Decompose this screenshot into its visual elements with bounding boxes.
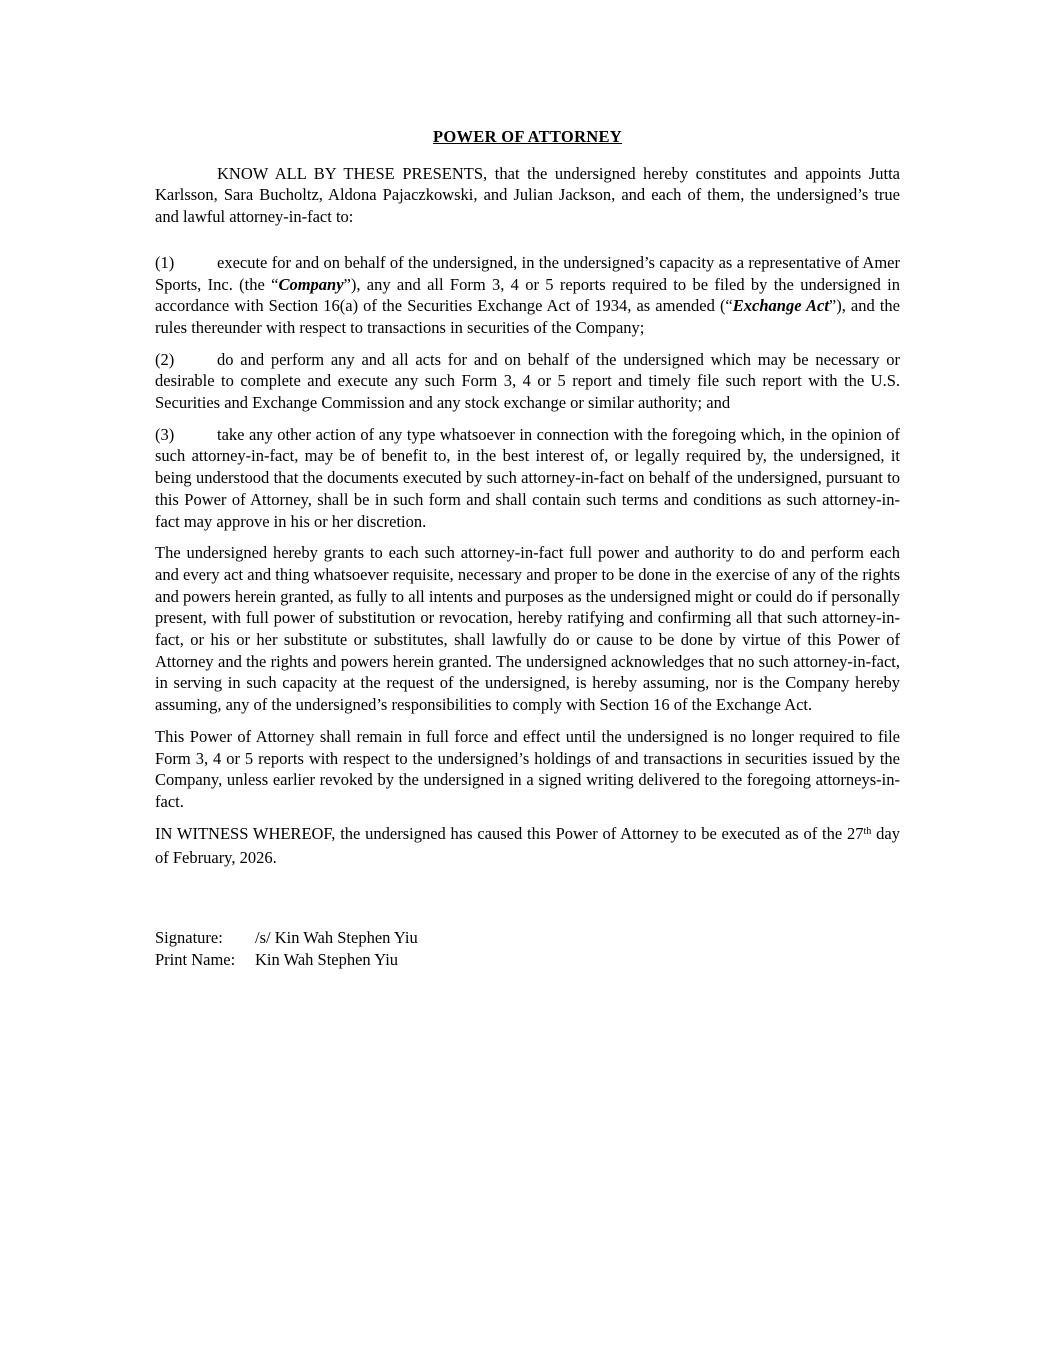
text-run-bolditalic: Company bbox=[278, 274, 344, 294]
text-run: ”), and the rules thereunder with respect to transactions in securities of the Company; bbox=[155, 296, 900, 337]
text-run-super: th bbox=[863, 826, 872, 838]
intro-paragraph bbox=[155, 163, 900, 228]
paragraph-number: (3) bbox=[155, 424, 175, 444]
text-run: This Power of Attorney shall remain in full force and effect until the undersigned is no longer required to file Form 3, 4 or 5 reports with respect to the undersigned’s holdings of and transactions in securities issued by the Company, unless earlier revoked by the undersigned in a signed writing delivered to the foregoing attorneys-in-fact. bbox=[155, 726, 900, 811]
text-run: take any other action of any type whatsoever in connection with the foregoing which, in the opinion of such attorney-in-fact, may be of benefit to, in the best interest of, or legally required by, the undersigned, it being understood that the documents executed by such attorney-in-fact on behalf of the undersigned, pursuant to this Power of Attorney, shall be in such form and shall contain such terms and conditions as such attorney-in-fact may approve in his or her discretion. bbox=[155, 424, 900, 531]
text-run: IN WITNESS WHEREOF, the undersigned has caused this Power of Attorney to be executed as of the 27 bbox=[155, 823, 864, 843]
numbered-paragraph-3 bbox=[155, 424, 900, 533]
text-run: do and perform any and all acts for and on behalf of the undersigned which may be necessary or desirable to complete and execute any such Form 3, 4 or 5 report and timely file such report with the U.S. Securities and Exchange Commission and any stock exchange or similar authority; and bbox=[155, 349, 900, 413]
signature-label: Signature: bbox=[155, 928, 223, 948]
text-run: day of February, 2026. bbox=[155, 823, 901, 868]
paragraph-number: (1) bbox=[155, 252, 175, 272]
paragraph-number: (2) bbox=[155, 349, 175, 369]
signature-value: /s/ Kin Wah Stephen Yiu bbox=[255, 928, 418, 948]
signature-line bbox=[155, 927, 900, 949]
text-run-bolditalic: Exchange Act bbox=[732, 296, 829, 316]
text-run: The undersigned hereby grants to each such attorney-in-fact full power and authority to do and perform each and every act and thing whatsoever requisite, necessary and proper to be done in the exercise of any of the rights and powers herein granted, as fully to all intents and purposes as the undersigned might or could do if personally present, with full power of substitution or revocation, hereby ratifying and confirming all that such attorney-in-fact, or his or her substitute or substitutes, shall lawfully do or cause to be done by virtue of this Power of Attorney and the rights and powers herein granted. The undersigned acknowledges that no such attorney-in-fact, in serving in such capacity at the request of the undersigned, is hereby assuming, nor is the Company hereby assuming, any of the undersigned’s responsibilities to comply with Section 16 of the Exchange Act. bbox=[155, 543, 900, 715]
numbered-paragraph-1 bbox=[155, 252, 900, 339]
document-title: POWER OF ATTORNEY bbox=[432, 127, 623, 146]
grant-paragraph bbox=[155, 542, 900, 716]
numbered-paragraph-2 bbox=[155, 349, 900, 414]
print-name-value: Kin Wah Stephen Yiu bbox=[255, 949, 399, 969]
document-body bbox=[155, 163, 900, 869]
text-run: KNOW ALL BY THESE PRESENTS, that the undersigned hereby constitutes and appoints Jutta Karlsson, Sara Bucholtz, Aldona Pajaczkowski, and Julian Jackson, and each of them, the undersigned’s true and lawful attorney-in-fact to: bbox=[155, 163, 900, 227]
text-run: execute for and on behalf of the undersigned, in the undersigned’s capacity as a representative of Amer Sports, Inc. (the “ bbox=[155, 252, 900, 294]
print-name-line bbox=[155, 949, 900, 971]
signature-block bbox=[155, 927, 900, 970]
text-run: ”), any and all Form 3, 4 or 5 reports required to be filed by the undersigned in accordance with Section 16(a) of the Securities Exchange Act of 1934, as amended (“ bbox=[155, 274, 900, 316]
witness-paragraph bbox=[155, 823, 900, 869]
duration-paragraph bbox=[155, 726, 900, 813]
print-name-label: Print Name: bbox=[155, 949, 236, 969]
